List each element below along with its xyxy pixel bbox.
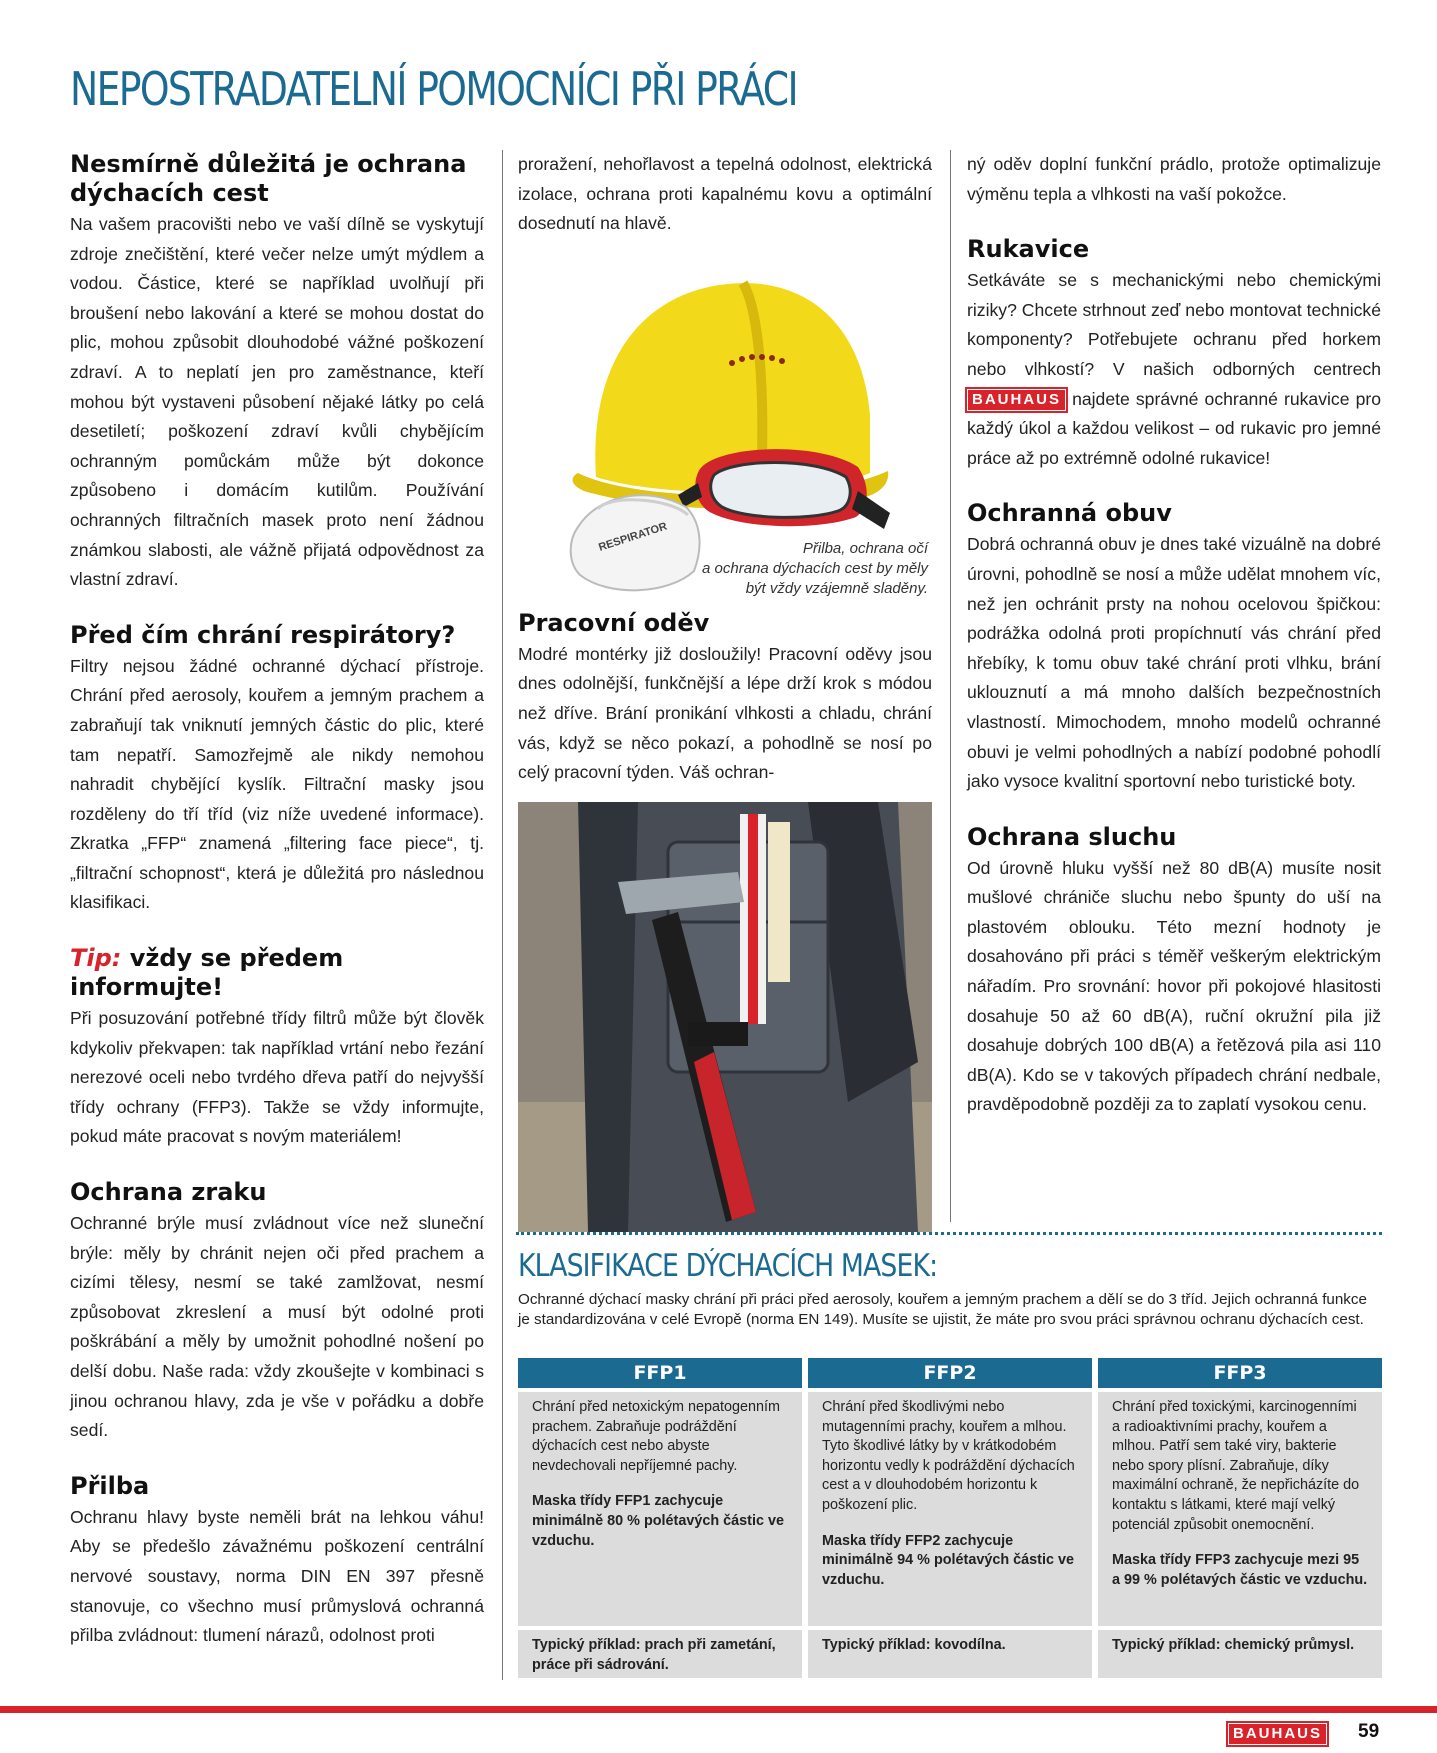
helmet-goggles-mask-photo — [518, 245, 932, 605]
text-part: najdete správné ochranné rukavice pro každý úkol a každou velikost – od rukavic pro jemné práce až po extrémně odolné rukavice! — [967, 388, 1381, 468]
ffp-description: Chrání před netoxickým nepatogenním prachem. Zabraňuje podráždění dýchacích cest nebo abyste nevdechovali nepříjemné pachy. — [532, 1399, 780, 1474]
column-divider-2 — [950, 150, 951, 1222]
work-trousers-illustration — [518, 802, 932, 1232]
caption-line: Přilba, ochrana očí — [802, 539, 928, 557]
column-divider-1 — [502, 150, 503, 1680]
continued-text: proražení, nehořlavost a tepelná odolnost, elektrická izolace, ochrana proti kapalnému kovu a optimální dosednutí na hlavě. — [518, 154, 932, 234]
ffp-filtration: Maska třídy FFP2 zachycuje minimálně 94 % polétavých částic ve vzduchu. — [822, 1532, 1074, 1588]
section-hearing — [967, 823, 1381, 1120]
ffp-example: Typický příklad: kovodílna. — [808, 1630, 1092, 1678]
tip-word: Tip: — [70, 944, 122, 973]
ffp-filtration: Maska třídy FFP3 zachycuje mezi 95 a 99 % polétavých částic ve vzduchu. — [1112, 1552, 1368, 1588]
ffp-header: FFP2 — [808, 1358, 1092, 1388]
section-title: Ochrana zraku — [70, 1178, 267, 1207]
workwear-trousers-photo — [518, 802, 932, 1232]
footer-rule — [0, 1706, 1437, 1713]
section-respirators — [70, 621, 484, 918]
ffp-column — [808, 1358, 1092, 1678]
page-title: NEPOSTRADATELNÍ POMOCNÍCI PŘI PRÁCI — [70, 62, 797, 116]
section-text: Ochranné brýle musí zvládnout více než sluneční brýle: měly by chránit nejen oči před prachem a cizími tělesy, nesmí se také zamlžovat, nesmí způsobovat zkreslení a musí být odolné proti poškrábání a měly by umožnit pohodlné nošení po delší dobu. Naše rada: vždy zkoušejte v kombinaci s jinou ochranou hlavy, zda je vše v pořádku a dobře sedí. — [70, 1213, 484, 1441]
column-3 — [967, 150, 1381, 1120]
photo-caption — [702, 539, 928, 599]
section-gloves — [967, 235, 1381, 473]
section-text: Od úrovně hluku vyšší než 80 dB(A) musíte nosit mušlové chrániče sluchu nebo špunty do uší na plastovém oblouku. Této mezní hodnoty je dosahováno při práci s téměř veškerým elektrickým nářadím. Pro srovnání: hovor při pokojové hlasitosti dosahuje 50 až 60 dB(A), ruční okružní pila již dosahuje dobrých 100 dB(A) a řetězová pila asi 110 dB(A). Kdo se v takových případech chrání nedbale, pravděpodobně později za to zaplatí vysokou cenu. — [967, 857, 1381, 1115]
ffp-body — [518, 1392, 802, 1626]
text-part: Setkáváte se s mechanickými nebo chemickými riziky? Chcete strhnout zeď nebo montovat technické komponenty? Potřebujete ochranu před horkem nebo vlhkostí? V našich odborných centrech — [967, 270, 1381, 379]
section-respiratory — [70, 150, 484, 595]
classification-title: KLASIFIKACE DÝCHACÍCH MASEK: — [518, 1248, 938, 1284]
tip-heading: vždy se předem informujte! — [70, 944, 344, 1002]
section-helmet — [70, 1472, 484, 1651]
ffp-column — [1098, 1358, 1382, 1678]
brand-logo: BAUHAUS — [967, 389, 1066, 411]
section-text: Ochranu hlavy byste neměli brát na lehkou váhu! Aby se předešlo závažnému poškození centrální nervové soustavy, norma DIN EN 397 přesně stanovuje, co všechno musí průmyslová ochranná přilba zvládnout: tlumení nárazů, odolnost proti — [70, 1506, 484, 1646]
caption-line: být vždy vzájemně sladěny. — [745, 579, 928, 597]
section-text: Filtry nejsou žádné ochranné dýchací přístroje. Chrání před aerosoly, kouřem a jemným prachem a zabraňují tak vniknutí jemných částic do plic, které tam nepatří. Samozřejmě ale nikdy nemohou nahradit chybějící kyslík. Filtrační masky jsou rozděleny do tří tříd (viz níže uvedené informace). Zkratka „FFP“ znamená „filtering face piece“, tj. „filtrační schopnost“, která je důležitá pro následnou klasifikaci. — [70, 655, 484, 913]
section-title: Nesmírně důležitá je ochrana dýchacích cest — [70, 150, 467, 207]
section-text: Při posuzování potřebné třídy filtrů může být člověk kdykoliv překvapen: tak například vrtání nebo řezání nerezové oceli nebo tvrdého dřeva patří do nejvyšší třídy ochrany (FFP3). Takže se vždy informujte, pokud máte pracovat s novým materiálem! — [70, 1008, 484, 1147]
column-2 — [518, 150, 932, 1232]
ffp-filtration: Maska třídy FFP1 zachycuje minimálně 80 % polétavých částic ve vzduchu. — [532, 1493, 784, 1549]
section-text: Modré montérky již dosloužily! Pracovní oděvy jsou dnes odolnější, funkčnější a lépe drží krok s módou než dříve. Brání pronikání vlhkosti a chladu, chrání vás, když se něco pokazí, a pohodlně se nosí po celý pracovní týden. Váš ochran- — [518, 643, 932, 783]
section-title: Pracovní oděv — [518, 608, 710, 637]
ffp-description: Chrání před toxickými, karcinogenními a radioaktivními prachy, kouřem a mlhou. Patří sem také viry, bakterie nebo spory plísní. Zabraňuje, díky maximální ochraně, že nepřicházíte do kontaktu s látkami, které mají velký potenciál způsobit onemocnění. — [1112, 1399, 1360, 1533]
page-number: 59 — [1358, 1721, 1380, 1742]
mask-label: RESPIRATOR — [597, 520, 669, 554]
ffp-body — [808, 1392, 1092, 1626]
classification-intro: Ochranné dýchací masky chrání při práci před aerosoly, kouřem a jemným prachem a dělí se do 3 tříd. Jejich ochranná funkce je standardizována v celé Evropě (norma EN 149). Musíte se ujistit, že máte pro svou práci správnou ochranu dýchacích cest. — [518, 1291, 1367, 1328]
ffp-example: Typický příklad: chemický průmysl. — [1098, 1630, 1382, 1678]
ffp-header: FFP1 — [518, 1358, 802, 1388]
dotted-separator — [516, 1232, 1382, 1235]
ffp-column — [518, 1358, 802, 1678]
ffp-example: Typický příklad: prach při zametání, práce při sádrování. — [518, 1630, 802, 1678]
section-text — [967, 266, 1381, 473]
ffp-header: FFP3 — [1098, 1358, 1382, 1388]
section-title: Přilba — [70, 1471, 150, 1500]
caption-line: a ochrana dýchacích cest by měly — [702, 559, 928, 577]
footer-brand-logo: BAUHAUS — [1228, 1723, 1327, 1745]
column-1 — [70, 150, 484, 1651]
section-text: Dobrá ochranná obuv je dnes také vizuálně na dobré úrovni, pohodlně se nosí a může udělat mnohem víc, než jen ochránit prsty na nohou ocelovou špičkou: podrážka odolná proti propíchnutí vás chrání před hřebíky, k tomu obuv také chrání proti vlhku, brání uklouznutí a má mnoho dalších bezpečnostních vlastností. Mimochodem, mnoho modelů ochranné obuvi je velmi pohodlných a nabízí podobné pohodlí jako vysoce kvalitní sportovní nebo turistické boty. — [967, 534, 1381, 792]
section-tip — [70, 944, 484, 1152]
section-title: Před čím chrání respirátory? — [70, 620, 456, 649]
section-title: Rukavice — [967, 235, 1090, 264]
section-title: Ochranná obuv — [967, 499, 1172, 528]
section-title: Ochrana sluchu — [967, 822, 1177, 851]
section-text: Na vašem pracovišti nebo ve vaší dílně se vyskytují zdroje znečištění, které večer nelze umýt mýdlem a vodou. Částice, které se například uvolňují při broušení nebo lakování a které se mohou dostat do plic, mohou způsobit dlouhodobé vážné poškození zdraví. A to neplatí jen pro zaměstnance, kteří mohou být vystaveni působení nějaké látky po celá desetiletí; poškození zdraví kvůli chybějícím ochranným pomůckám může být dokonce způsobeno i domácím kutilům. Používání ochranných filtračních masek proto není žádnou známkou slabosti, ale vážně přijatá odpovědnost za vlastní zdraví. — [70, 214, 484, 590]
ffp-body — [1098, 1392, 1382, 1626]
continued-text: ný oděv doplní funkční prádlo, protože optimalizuje výměnu tepla a vlhkosti na vaší pokožce. — [967, 154, 1381, 204]
section-workwear — [518, 609, 932, 788]
section-footwear — [967, 499, 1381, 796]
section-eye-protection — [70, 1178, 484, 1446]
ffp-description: Chrání před škodlivými nebo mutagenními prachy, kouřem a mlhou. Tyto škodlivé látky by v krátkodobém horizontu vedly k podráždění dýchacích cest a v dlouhodobém horizontu k poškození plic. — [822, 1399, 1075, 1513]
tip-title — [70, 944, 484, 1002]
